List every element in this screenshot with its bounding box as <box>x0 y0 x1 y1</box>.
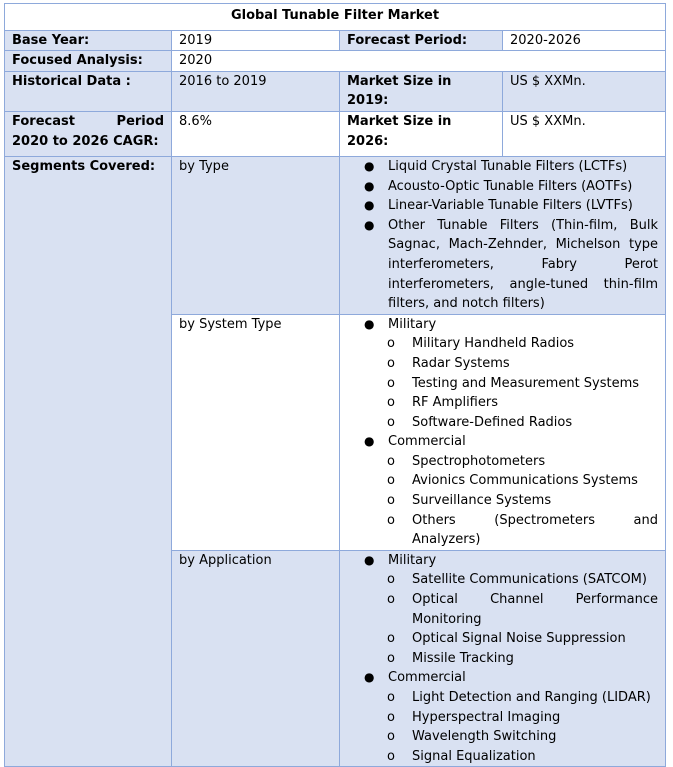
circle-bullet-icon: o <box>387 709 395 725</box>
circle-bullet-icon: o <box>387 512 395 528</box>
circle-bullet-icon: o <box>387 631 395 647</box>
table-title: Global Tunable Filter Market <box>5 4 666 31</box>
market-size-2019-value: US $ XXMn. <box>503 71 666 111</box>
list-item: o Hyperspectral Imaging <box>340 708 658 728</box>
circle-bullet-icon: o <box>387 729 395 745</box>
circle-bullet-icon: o <box>387 650 395 666</box>
focused-analysis-value: 2020 <box>172 51 666 72</box>
list-item: o Avionics Communications Systems <box>340 471 658 491</box>
bullet-icon: ● <box>364 316 375 331</box>
list-item: o Military Handheld Radios <box>340 334 658 354</box>
list-item: o Light Detection and Ranging (LIDAR) <box>340 688 658 708</box>
list-item: o Optical Channel Performance Monitoring <box>387 592 659 627</box>
circle-bullet-icon: o <box>387 572 395 588</box>
list-item: o Optical Signal Noise Suppression <box>340 629 658 649</box>
circle-bullet-icon: o <box>387 690 395 705</box>
list-item: o Surveillance Systems <box>340 491 658 511</box>
bullet-icon: ● <box>364 198 375 213</box>
list-item: ● Military <box>340 551 658 571</box>
by-type-list <box>340 156 666 314</box>
list-item: ● Linear-Variable Tunable Filters (LVTFs) <box>340 196 658 216</box>
by-system-type-label: by System Type <box>172 314 340 550</box>
circle-bullet-icon: o <box>387 395 395 411</box>
bullet-icon: ● <box>364 670 375 685</box>
circle-bullet-icon: o <box>387 336 395 352</box>
circle-bullet-icon: o <box>387 375 395 391</box>
circle-bullet-icon: o <box>387 473 395 489</box>
market-size-2026-value: US $ XXMn. <box>503 111 666 156</box>
segments-covered-label: Segments Covered: <box>5 156 172 766</box>
list-item: o RF Amplifiers <box>340 393 658 413</box>
cagr-label: Forecast Period 2020 to 2026 CAGR: <box>5 111 172 156</box>
list-item: ● Commercial <box>340 668 658 688</box>
market-size-2026-label: Market Size in 2026: <box>340 111 503 156</box>
bullet-icon: ● <box>364 434 375 449</box>
list-item: o Signal Equalization <box>340 747 658 767</box>
circle-bullet-icon: o <box>387 748 395 764</box>
bullet-icon: ● <box>364 158 375 173</box>
bullet-icon: ● <box>364 552 375 567</box>
bullet-icon: ● <box>364 217 375 232</box>
focused-analysis-label: Focused Analysis: <box>5 51 172 72</box>
list-item: o Others (Spectrometers and Analyzers) <box>387 512 659 548</box>
circle-bullet-icon: o <box>387 493 395 509</box>
market-report-table <box>4 3 666 767</box>
by-type-label: by Type <box>172 156 340 314</box>
list-item: ● Liquid Crystal Tunable Filters (LCTFs) <box>340 157 658 177</box>
market-size-2019-label: Market Size in 2019: <box>340 71 503 111</box>
circle-bullet-icon: o <box>387 414 395 430</box>
list-item: ● Other Tunable Filters (Thin-film, Bulk Sagnac, Mach-Zehnder, Michelson type interferometers, Fabry Perot interferometers, angle-tuned thin-film filters, and notch filters) <box>364 217 659 312</box>
circle-bullet-icon: o <box>387 453 395 469</box>
list-item: o Missile Tracking <box>340 649 658 669</box>
forecast-period-value: 2020-2026 <box>503 30 666 51</box>
list-item: o Radar Systems <box>340 354 658 374</box>
list-item: o Satellite Communications (SATCOM) <box>340 570 658 590</box>
by-application-list <box>340 550 666 767</box>
cagr-value: 8.6% <box>172 111 340 156</box>
circle-bullet-icon: o <box>387 355 395 371</box>
list-item: o Testing and Measurement Systems <box>340 374 658 394</box>
list-item: ● Military <box>340 315 658 335</box>
list-item: o Spectrophotometers <box>340 452 658 472</box>
by-application-label: by Application <box>172 550 340 767</box>
by-system-type-list <box>340 314 666 550</box>
bullet-icon: ● <box>364 178 375 193</box>
list-item: ● Commercial <box>340 432 658 452</box>
list-item: o Software-Defined Radios <box>340 413 658 433</box>
base-year-label: Base Year: <box>5 30 172 51</box>
historical-data-value: 2016 to 2019 <box>172 71 340 111</box>
historical-data-label: Historical Data : <box>5 71 172 111</box>
base-year-value: 2019 <box>172 30 340 51</box>
circle-bullet-icon: o <box>387 592 395 608</box>
list-item: ● Acousto-Optic Tunable Filters (AOTFs) <box>340 177 658 197</box>
list-item: o Wavelength Switching <box>340 727 658 747</box>
forecast-period-label: Forecast Period: <box>340 30 503 51</box>
